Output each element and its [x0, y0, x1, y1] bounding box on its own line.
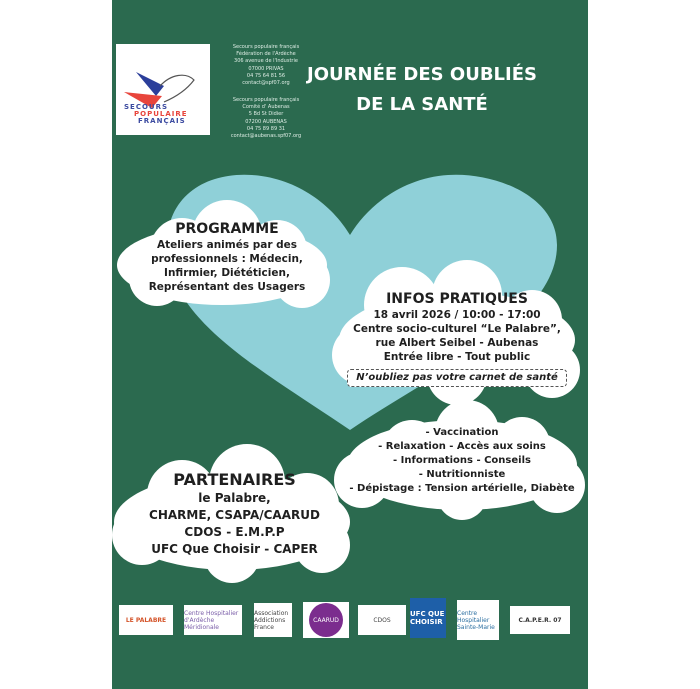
infos-section: INFOS PRATIQUES 18 avril 2026 / 10:00 - 17:00 Centre socio-culturel “Le Palabre”, rue Albert Seibel - Aubenas Entrée libre - Tout public N’oubliez pas votre carnet de santé [337, 290, 577, 387]
logo-addictions-france: Association Addictions France [254, 603, 292, 637]
logo-text: FRANÇAIS [138, 117, 186, 125]
partenaires-heading: PARTENAIRES [173, 470, 296, 489]
poster [112, 0, 588, 689]
carnet-note: N’oubliez pas votre carnet de santé [347, 369, 567, 387]
address-privas: Secours populaire français Fédération de l'Ardèche 306 avenue de l'Industrie 07000 PRIVAS 04 75 64 81 56 contact@spf07.org [232, 44, 300, 87]
infos-heading: INFOS PRATIQUES [386, 291, 528, 307]
programme-section: PROGRAMME Ateliers animés par des professionnels : Médecin, Infirmier, Diététicien, Représentant des Usagers [132, 220, 322, 294]
services-section: - Vaccination - Relaxation - Accès aux soins - Informations - Conseils - Nutritionniste - Dépistage : Tension artérielle, Diabète [349, 427, 575, 494]
logo-text: POPULAIRE [134, 110, 188, 118]
logo-caper: C.A.P.E.R. 07 [510, 606, 570, 634]
logo-ufc: UFC QUE CHOISIR [410, 598, 446, 638]
address-aubenas: Secours populaire français Comité d' Aubenas 5 Bd St Didier 07200 AUBENAS 04 75 89 89 31 contact@aubenas.spf07.org [230, 97, 302, 140]
logo-cdos: CDOS [358, 605, 406, 635]
logo-caarud: CAARUD [303, 602, 349, 638]
logo-chardeche: Centre Hospitalier d'Ardèche Méridionale [184, 605, 242, 635]
secours-populaire-logo [116, 44, 210, 135]
logo-sainte-marie: Centre Hospitalier Sainte-Marie [457, 600, 499, 640]
logo-palabre: LE PALABRE [119, 605, 173, 635]
programme-heading: PROGRAMME [175, 221, 279, 237]
logo-text: SECOURS [124, 103, 169, 111]
partenaires-section: PARTENAIRES le Palabre, CHARME, CSAPA/CAARUD CDOS - E.M.P.P UFC Que Choisir - CAPER [122, 470, 347, 558]
page-title: JOURNÉE DES OUBLIÉS DE LA SANTÉ [307, 64, 537, 115]
